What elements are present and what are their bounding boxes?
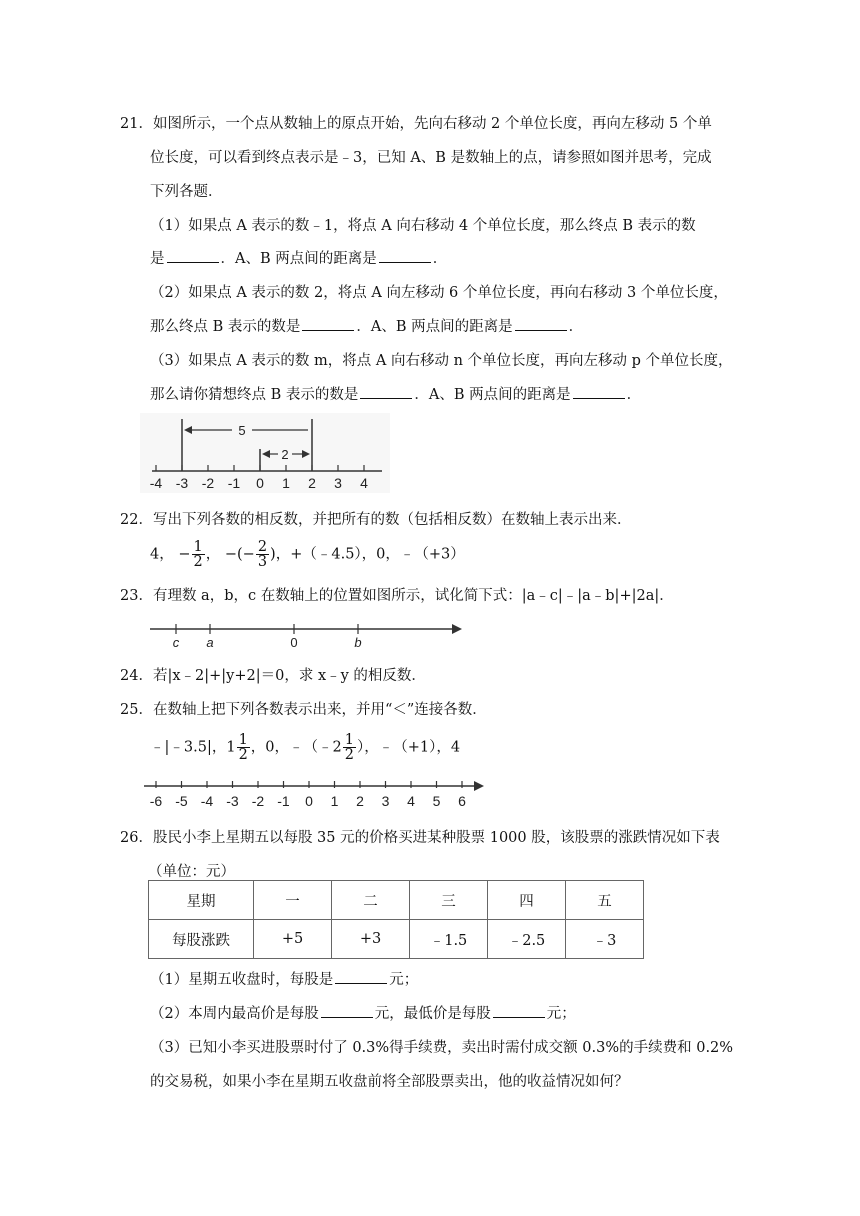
q21-number-line-figure bbox=[140, 413, 390, 493]
table-cell: 四 bbox=[488, 881, 566, 920]
answer-blank[interactable] bbox=[515, 316, 567, 331]
q26-part1-text-b: 元； bbox=[389, 972, 419, 988]
tick-label: 1 bbox=[282, 475, 290, 491]
tick-label: -3 bbox=[226, 793, 239, 809]
q21-part1-line2 bbox=[150, 247, 447, 268]
q25-numbers bbox=[150, 733, 460, 762]
q26-part1-text-a: （1）星期五收盘时，每股是 bbox=[150, 972, 334, 988]
fraction-numerator: 1 bbox=[193, 539, 203, 555]
label-2: 2 bbox=[281, 447, 289, 462]
arrow-head-icon bbox=[474, 781, 484, 791]
q21-part1-text-a: 是 bbox=[150, 251, 165, 267]
q26-line1: 26．股民小李上星期五以每股 35 元的价格买进某种股票 1000 股，该股票的涨跌情况如下表 bbox=[120, 830, 720, 846]
answer-blank[interactable] bbox=[302, 316, 354, 331]
table-cell: 一 bbox=[254, 881, 332, 920]
q26-part3-line2: 的交易税，如果小李在星期五收盘前将全部股票卖出，他的收益情况如何？ bbox=[150, 1074, 629, 1090]
arrow-head-icon bbox=[452, 624, 462, 634]
fraction bbox=[192, 540, 205, 569]
label-5: 5 bbox=[238, 423, 246, 438]
q23-number-line-figure bbox=[148, 616, 468, 652]
q21-part3-line1: （3）如果点 A 表示的数 m，将点 A 向右移动 n 个单位长度，再向左移动 p 个单位长度， bbox=[150, 353, 733, 369]
q21-part3-line2 bbox=[150, 383, 641, 404]
tick-label: -3 bbox=[175, 475, 189, 491]
tick-label: 0 bbox=[305, 793, 313, 809]
table-cell: 三 bbox=[410, 881, 488, 920]
tick-label: 2 bbox=[356, 793, 364, 809]
tick-label: -1 bbox=[227, 475, 241, 491]
tick-label: -6 bbox=[149, 793, 163, 809]
table-header-row bbox=[149, 881, 644, 920]
tick-label: -1 bbox=[277, 793, 290, 809]
stock-change-table bbox=[148, 880, 644, 959]
table-cell: 星期 bbox=[149, 881, 254, 920]
answer-blank[interactable] bbox=[573, 384, 625, 399]
q21-part2-text-b: ．A、B 两点间的距离是 bbox=[356, 319, 513, 335]
label-0: 0 bbox=[290, 635, 298, 650]
q21-part2-line1: （2）如果点 A 表示的数 2，将点 A 向左移动 6 个单位长度，再向右移动 3 个单位长度， bbox=[150, 285, 728, 301]
label-c: c bbox=[172, 635, 180, 650]
q23-title: 23．有理数 a，b，c 在数轴上的位置如图所示，试化简下式：|a﹣c|﹣|a﹣b|+|2a|． bbox=[120, 588, 674, 604]
table-cell: ﹣1.5 bbox=[410, 920, 488, 959]
answer-blank[interactable] bbox=[379, 248, 431, 263]
q21-part1-text-c: ． bbox=[432, 251, 448, 267]
q22-frac2-suffix: ) bbox=[270, 546, 276, 563]
q22-frac1-sign: − bbox=[178, 546, 191, 563]
table-cell: ﹣2.5 bbox=[488, 920, 566, 959]
q21-line1: 21．如图所示，一个点从数轴上的原点开始，先向右移动 2 个单位长度，再向左移动 5 个单 bbox=[120, 116, 712, 132]
q25-part1: ﹣|﹣3.5|，1 bbox=[150, 739, 236, 756]
tick-label: -5 bbox=[175, 793, 188, 809]
tick-label: 0 bbox=[256, 475, 264, 491]
q26-part2-text-b: 元，最低价是每股 bbox=[374, 1006, 491, 1022]
q21-part2-line2 bbox=[150, 315, 583, 336]
q22-title: 22．写出下列各数的相反数，并把所有的数（包括相反数）在数轴上表示出来． bbox=[120, 512, 632, 528]
q22-rest: ，+（﹣4.5），0，﹣（+3） bbox=[275, 546, 465, 563]
q24-title: 24．若|x﹣2|+|y+2|＝0，求 x﹣y 的相反数． bbox=[120, 668, 426, 684]
answer-blank[interactable] bbox=[335, 969, 387, 984]
q22-frac2-sign: − bbox=[242, 546, 255, 563]
q21-line2: 位长度，可以看到终点表示是﹣3，已知 A、B 是数轴上的点，请参照如图并思考，完成 bbox=[150, 150, 712, 166]
table-cell: 五 bbox=[566, 881, 644, 920]
label-a: a bbox=[206, 635, 214, 650]
q26-part2-text-a: （2）本周内最高价是每股 bbox=[150, 1006, 319, 1022]
fraction-denominator: 2 bbox=[193, 554, 203, 570]
table-cell: 二 bbox=[332, 881, 410, 920]
q22-numbers bbox=[150, 540, 465, 569]
fraction bbox=[256, 540, 269, 569]
table-cell: ﹣3 bbox=[566, 920, 644, 959]
q25-title: 25．在数轴上把下列各数表示出来，并用“＜”连接各数． bbox=[120, 702, 487, 718]
q26-part2 bbox=[150, 1002, 576, 1023]
q21-part2-text-a: 那么终点 B 表示的数是 bbox=[150, 319, 301, 335]
tick-label: 6 bbox=[458, 793, 466, 809]
q25-part2: ，0，﹣（﹣2 bbox=[250, 739, 342, 756]
q26-part2-text-c: 元； bbox=[546, 1006, 576, 1022]
fraction-numerator: 2 bbox=[257, 539, 268, 555]
q21-part3-text-b: ．A、B 两点间的距离是 bbox=[414, 387, 571, 403]
table-cell: +5 bbox=[254, 920, 332, 959]
tick-label: 5 bbox=[432, 793, 441, 809]
q26-part1 bbox=[150, 968, 418, 989]
fraction-numerator: 1 bbox=[344, 732, 354, 748]
q25-number-line-figure bbox=[140, 778, 490, 812]
q21-part3-text-a: 那么请你猜想终点 B 表示的数是 bbox=[150, 387, 359, 403]
label-b: b bbox=[354, 635, 362, 650]
fraction bbox=[237, 733, 250, 762]
tick-label: 4 bbox=[360, 475, 368, 491]
answer-blank[interactable] bbox=[321, 1003, 373, 1018]
q26-part3-line1: （3）已知小李买进股票时付了 0.3%得手续费，卖出时需付成交额 0.3%的手续费和 0.2% bbox=[150, 1040, 734, 1056]
q21-part1-line1: （1）如果点 A 表示的数﹣1，将点 A 向右移动 4 个单位长度，那么终点 B 表示的数 bbox=[150, 218, 696, 234]
tick-label: 3 bbox=[381, 793, 390, 809]
table-row bbox=[149, 920, 644, 959]
table-cell: 每股涨跌 bbox=[149, 920, 254, 959]
q21-part1-text-b: ．A、B 两点间的距离是 bbox=[220, 251, 377, 267]
q22-frac2-prefix: −( bbox=[224, 546, 243, 563]
answer-blank[interactable] bbox=[493, 1003, 545, 1018]
tick-label: -4 bbox=[149, 475, 163, 491]
q22-sep: ， bbox=[205, 546, 221, 563]
tick-label: -2 bbox=[251, 793, 265, 809]
answer-blank[interactable] bbox=[167, 248, 219, 263]
q21-part2-text-c: ． bbox=[568, 319, 584, 335]
tick-label: -4 bbox=[200, 793, 214, 809]
tick-label: 3 bbox=[334, 475, 342, 491]
tick-label: -2 bbox=[201, 475, 215, 491]
q26-line2: （单位：元） bbox=[148, 864, 235, 880]
fraction-numerator: 1 bbox=[238, 732, 248, 748]
fraction bbox=[343, 733, 356, 762]
tick-label: 1 bbox=[330, 793, 339, 809]
table-cell: +3 bbox=[332, 920, 410, 959]
fraction-denominator: 2 bbox=[238, 747, 248, 763]
answer-blank[interactable] bbox=[360, 384, 412, 399]
tick-label: 2 bbox=[308, 475, 316, 491]
tick-label: 4 bbox=[407, 793, 415, 809]
fraction-denominator: 2 bbox=[344, 747, 354, 763]
q21-part3-text-c: ． bbox=[626, 387, 642, 403]
q22-num-4: 4， bbox=[150, 546, 174, 563]
fraction-denominator: 3 bbox=[257, 554, 268, 570]
q21-line3: 下列各题． bbox=[150, 184, 223, 200]
q25-part3: ），﹣（+1），4 bbox=[356, 739, 461, 756]
